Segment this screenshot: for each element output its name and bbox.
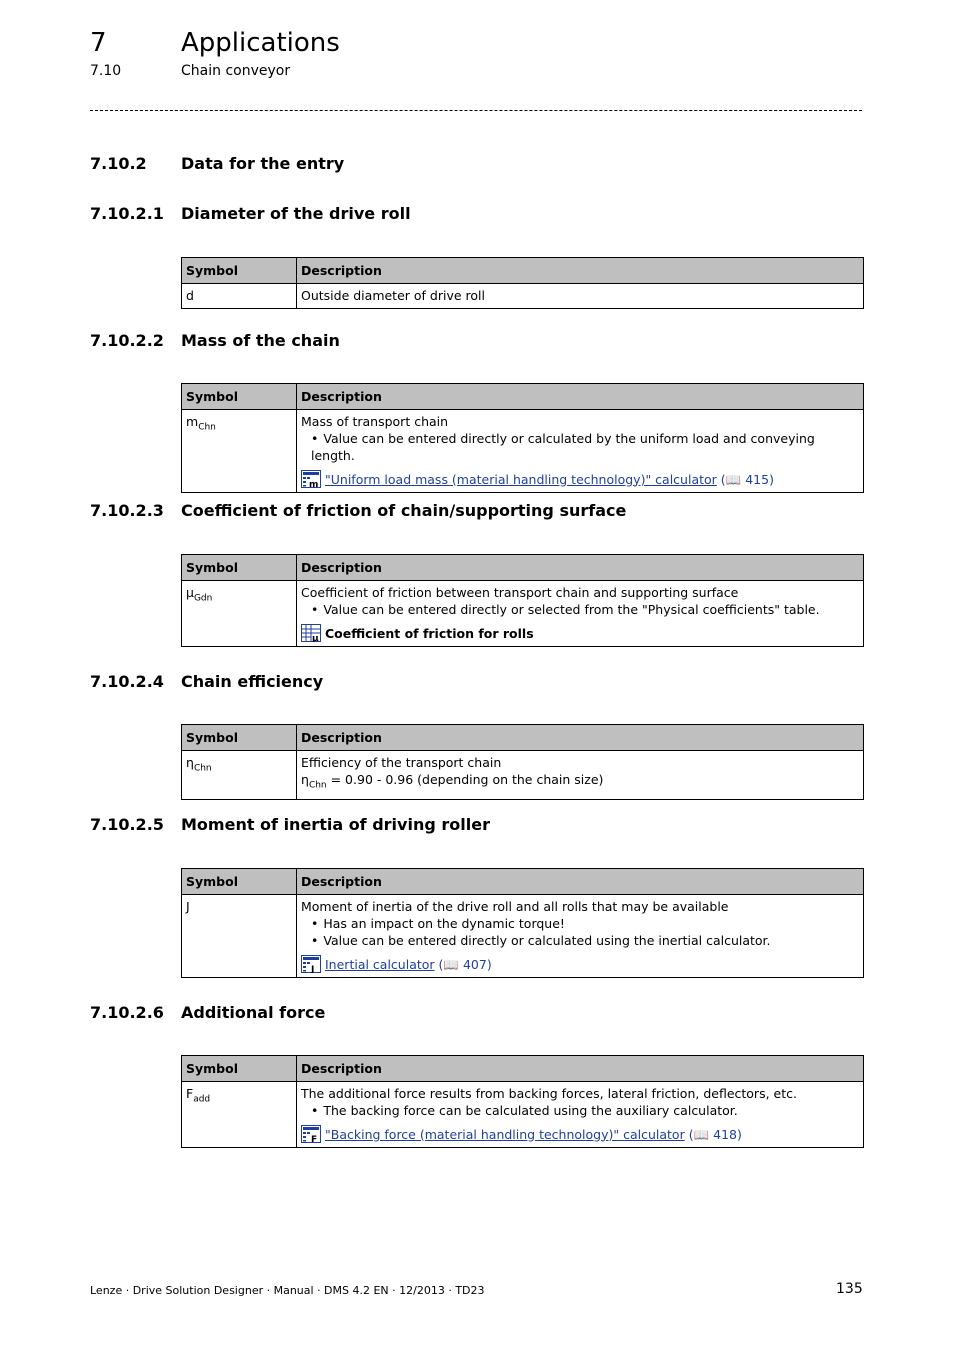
symbol-cell: d — [182, 284, 297, 309]
description-cell: Outside diameter of drive roll — [297, 284, 864, 309]
table-row — [182, 581, 864, 647]
svg-text:F: F — [311, 1135, 318, 1143]
svg-text:μ: μ — [312, 634, 319, 642]
header-divider — [90, 110, 862, 111]
section-number: 7.10.2.4 — [90, 672, 164, 691]
col-symbol: Symbol — [182, 725, 297, 751]
col-symbol: Symbol — [182, 555, 297, 581]
section-number: 7.10.2.5 — [90, 815, 164, 834]
book-icon: 📖 — [725, 471, 742, 487]
chapter-number: 7 — [90, 28, 107, 58]
symbol-cell: $m_{Chn}$ — [182, 410, 297, 493]
page-ref-link[interactable]: 415 — [745, 471, 770, 487]
table-reference[interactable]: Coefficient of friction for rolls — [325, 625, 534, 641]
book-icon: 📖 — [693, 1126, 710, 1142]
symbol-table — [181, 868, 864, 978]
book-icon: 📖 — [443, 956, 459, 972]
svg-text:J: J — [311, 965, 315, 973]
section-number: 7.10.2.3 — [90, 501, 164, 520]
symbol-table — [181, 383, 864, 493]
value-range: $\eta_{Chn} = 0.90 - 0.96$ (depending on the chain size) — [301, 772, 604, 791]
subchapter-title: Chain conveyor — [181, 63, 291, 79]
symbol-table — [181, 554, 864, 647]
calculator-link[interactable]: "Uniform load mass (material handling technology)" calculator — [325, 471, 717, 487]
description-text: Efficiency of the transport chain — [301, 755, 502, 770]
footer-text: Lenze · Drive Solution Designer · Manual · DMS 4.2 EN · 12/2013 · TD23 — [90, 1284, 485, 1297]
col-symbol: Symbol — [182, 258, 297, 284]
chapter-title: Applications — [181, 28, 340, 58]
calculator-link[interactable]: "Backing force (material handling technology)" calculator — [325, 1126, 685, 1142]
description-cell — [297, 581, 864, 647]
section-title: Chain efficiency — [181, 672, 324, 691]
symbol-table — [181, 1055, 864, 1148]
col-symbol: Symbol — [182, 869, 297, 895]
table-row — [182, 410, 864, 493]
col-symbol: Symbol — [182, 384, 297, 410]
col-description: Description — [297, 725, 864, 751]
symbol-table — [181, 257, 864, 309]
section-number: 7.10.2.6 — [90, 1003, 164, 1022]
bullet-item: • Value can be entered directly or calculated using the inertial calculator. — [301, 932, 859, 949]
col-description: Description — [297, 1056, 864, 1082]
col-description: Description — [297, 258, 864, 284]
svg-text:m: m — [309, 480, 319, 488]
section-number: 7.10.2.2 — [90, 331, 164, 350]
description-cell — [297, 751, 864, 800]
description-cell: Mass of transport chain • Value can be entered directly or calculated by the uniform load and conveying length. m "Uniform load mass (material handling technology)" calculator (📖 415) — [297, 410, 864, 493]
description-cell: Moment of inertia of the drive roll and all rolls that may be available • Has an impact on the dynamic torque! • Value can be entered directly or calculated using the inertial calculator. J Inertial calculator (📖 407) — [297, 895, 864, 978]
page-ref-link[interactable]: 407 — [462, 956, 487, 972]
symbol-table — [181, 724, 864, 800]
section-title: Moment of inertia of driving roller — [181, 815, 490, 834]
section-title: Diameter of the drive roll — [181, 204, 411, 223]
calculator-icon — [301, 1125, 321, 1143]
table-row — [182, 895, 864, 978]
bullet-item: • Value can be entered directly or selected from the "Physical coefficients" table. — [301, 601, 859, 618]
page-number: 135 — [836, 1281, 863, 1297]
table-row — [182, 1082, 864, 1148]
bullet-item: • Has an impact on the dynamic torque! — [301, 915, 859, 932]
description-text: Coefficient of friction between transport chain and supporting surface — [301, 585, 739, 600]
symbol-cell: $\eta_{Chn}$ — [182, 751, 297, 800]
symbol-cell: $F_{add}$ — [182, 1082, 297, 1148]
calculator-link[interactable]: Inertial calculator — [325, 956, 435, 972]
description-text: Moment of inertia of the drive roll and all rolls that may be available — [301, 899, 729, 914]
table-row — [182, 751, 864, 800]
symbol-cell: $\mu_{Gdn}$ — [182, 581, 297, 647]
calculator-icon — [301, 955, 321, 973]
symbol-cell: J — [182, 895, 297, 978]
bullet-item: • The backing force can be calculated using the auxiliary calculator. — [301, 1102, 859, 1119]
section-number: 7.10.2 — [90, 154, 147, 173]
description-cell: The additional force results from backing forces, lateral friction, deflectors, etc. • The backing force can be calculated using the auxiliary calculator. F "Backing force (material handling technology)" calculator (📖 418) — [297, 1082, 864, 1148]
description-text: The additional force results from backing forces, lateral friction, deflectors, etc. — [301, 1086, 797, 1101]
col-description: Description — [297, 555, 864, 581]
section-number: 7.10.2.1 — [90, 204, 164, 223]
section-title: Data for the entry — [181, 154, 345, 173]
col-description: Description — [297, 384, 864, 410]
table-icon — [301, 624, 321, 642]
bullet-item: • Value can be entered directly or calculated by the uniform load and conveying length. — [301, 430, 859, 464]
section-title: Additional force — [181, 1003, 326, 1022]
table-row — [182, 284, 864, 309]
col-description: Description — [297, 869, 864, 895]
section-title: Coefficient of friction of chain/supporting surface — [181, 501, 627, 520]
calculator-icon — [301, 470, 321, 488]
subchapter-number: 7.10 — [90, 63, 122, 79]
page-ref-link[interactable]: 418 — [713, 1126, 737, 1142]
description-text: Mass of transport chain — [301, 414, 449, 429]
col-symbol: Symbol — [182, 1056, 297, 1082]
section-title: Mass of the chain — [181, 331, 340, 350]
